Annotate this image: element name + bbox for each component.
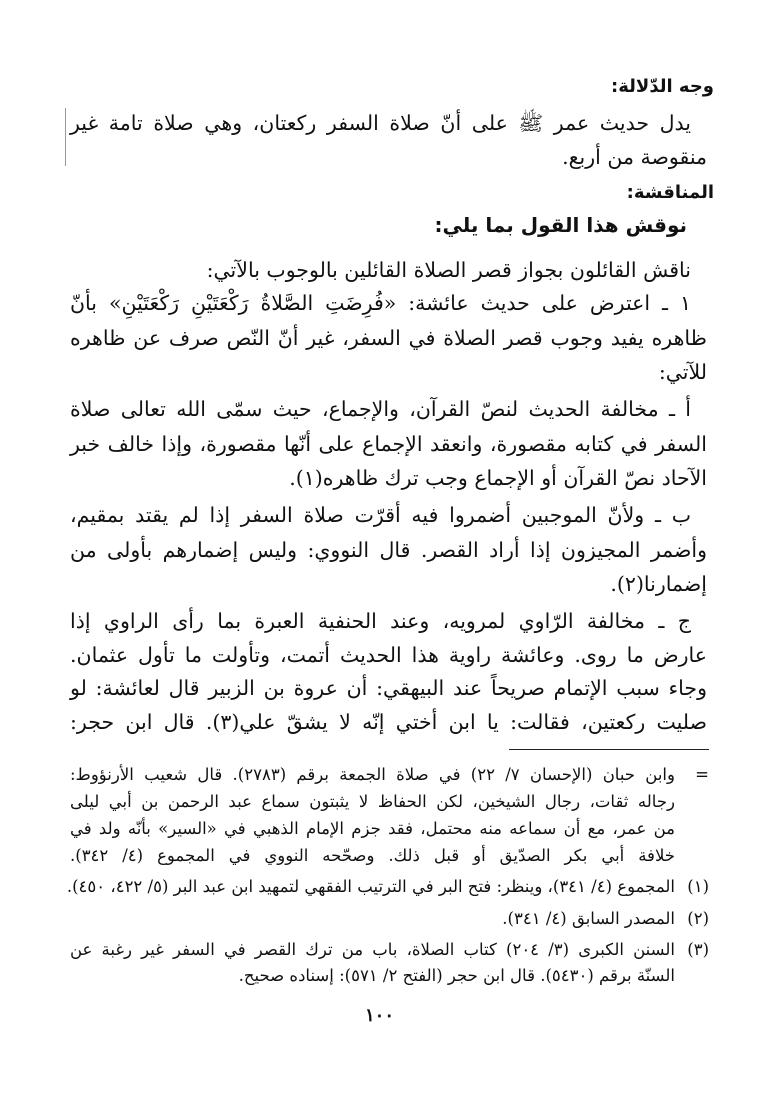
footnote-line: وابن حبان (الإحسان ٧/ ٢٢) في صلاة الجمعة برقم (٢٧٨٣). قال شعيب الأرنؤوط: [70,765,675,784]
body-line: الآحاد نصّ القرآن أو الإجماع وجب ترك ظاهره(١). [289,466,707,490]
footnote-line: السنّة برقم (٥٤٣٠). قال ابن حجر (الفتح ٢/ ٥٧١): إسناده صحيح. [238,966,675,985]
body-line: صليت ركعتين، فقالت: يا ابن أختي إنّه لا يشقّ علي(٣). قال ابن حجر: [70,710,708,734]
body-line: يدل حديث عمر ﷺ على أنّ صلاة السفر ركعتان، وهي صلاة تامة غير [70,111,691,135]
footnote-number: (٢) [687,909,709,928]
body-line: ج ـ مخالفة الرّاوي لمرويه، وعند الحنفية العبرة بما رأى الراوي إذا [70,609,691,633]
margin-mark [65,108,66,166]
heading-discussion: المناقشة: [626,182,714,203]
body-line: السفر في كتابه مقصورة، وانعقد الإجماع على أنّها مقصورة، وإذا خالف خبر [70,432,707,456]
body-line: وجاء سبب الإتمام صريحاً عند البيهقي: أن عروة بن الزبير قال لعائشة: لو [70,676,707,700]
body-line: منقوصة من أربع. [562,145,707,169]
footnote-number: (١) [687,877,709,896]
footnote-line: المصدر السابق (٤/ ٣٤١). [502,909,675,928]
body-line: أ ـ مخالفة الحديث لنصّ القرآن، والإجماع، حيث سمّى الله تعالى صلاة [70,397,691,421]
body-line: ناقش القائلون بجواز قصر الصلاة القائلين بالوجوب بالآتي: [206,258,691,282]
body-line: عارض ما روى. وعائشة راوية هذا الحديث أتمت، وتأولت ما تأول عثمان. [70,643,707,667]
body-line: ب ـ ولأنّ الموجبين أضمروا فيه أقرّت صلاة السفر إذا لم يقتد بمقيم، [70,503,691,527]
body-line: إضمارنا(٢). [610,572,707,596]
subheading: نوقش هذا القول بما يلي: [434,213,687,237]
heading-indication: وجه الدّلالة: [611,76,714,97]
body-line: ظاهره يفيد وجوب قصر الصلاة في السفر، غير أنّ النّص صرف عن ظاهره [70,326,707,350]
footnote-continuation-marker: = [695,765,709,784]
footnote-line: رجاله ثقات، رجال الشيخين، لكن الحفاظ لا يثبتون سماع عبد الرحمن بن أبي ليلى [70,792,675,811]
footnote-line: من عمر، مع أن سماعه منه محتمل، فقد جزم الإمام الذهبي في «السير» بأنّه ولد في [70,819,675,838]
body-line: ١ ـ اعترض على حديث عائشة: «فُرِضَتِ الصَّلاةُ رَكْعَتَيْنِ رَكْعَتَيْنِ» بأنّ [70,291,691,315]
body-line: للآتي: [658,360,707,384]
body-line: وأضمر المجيزون إذا أراد القصر. قال النووي: وليس إضمارهم بأولى من [70,538,707,562]
page-number: ١٠٠ [364,1005,394,1026]
footnote-line: السنن الكبرى (٣/ ٢٠٤) كتاب الصلاة، باب من ترك القصر في السفر غير رغبة عن [70,940,675,959]
footnote-line: خلافة أبي بكر الصدّيق أو قبل ذلك. وصحّحه النووي في المجموع (٤/ ٣٤٢). [70,846,675,865]
footnote-line: المجموع (٤/ ٣٤١)، وينظر: فتح البر في الترتيب الفقهي لتمهيد ابن عبد البر (٥/ ٤٢٢، ٤٥٠). [66,877,675,896]
footnote-separator [509,749,709,750]
footnote-number: (٣) [687,940,709,959]
